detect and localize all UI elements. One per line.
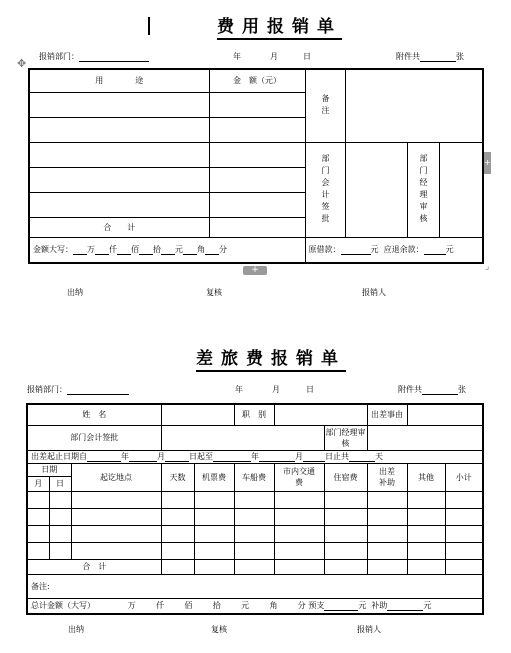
form2-total-label: 合 计 bbox=[27, 559, 161, 574]
form2-month-header: 月 bbox=[27, 476, 49, 491]
table-cell[interactable] bbox=[407, 508, 445, 525]
table-cell[interactable] bbox=[71, 542, 161, 559]
unit-label: 拾 bbox=[212, 601, 221, 611]
form2-route-header: 起讫地点 bbox=[71, 463, 161, 491]
table-cell[interactable] bbox=[407, 559, 445, 574]
form2-cashier: 出纳 bbox=[68, 625, 84, 634]
table-cell[interactable] bbox=[71, 491, 161, 508]
form2-day-header: 日 bbox=[49, 476, 71, 491]
form1-mgr-sign: 部门经理审核 bbox=[419, 153, 428, 226]
blank-field[interactable] bbox=[205, 245, 219, 255]
unit-label: 元 bbox=[445, 245, 454, 255]
form2-title: 差旅费报销单 bbox=[196, 349, 346, 372]
form2-dept-sign-field[interactable] bbox=[161, 425, 324, 450]
table-row bbox=[27, 525, 483, 542]
table-cell[interactable] bbox=[324, 559, 367, 574]
table-cell[interactable] bbox=[367, 491, 407, 508]
form2-claimant: 报销人 bbox=[357, 625, 381, 634]
form2-month: 月 bbox=[272, 385, 280, 394]
form1-attach bbox=[396, 51, 464, 62]
form1-dept-sign: 部门会计签批 bbox=[321, 153, 330, 226]
move-handle-icon[interactable]: ✥ bbox=[17, 57, 27, 70]
blank-field[interactable] bbox=[259, 452, 295, 462]
table-cell[interactable] bbox=[234, 559, 274, 574]
form1-dept-sign-field[interactable] bbox=[345, 142, 407, 237]
form2-mgr-sign: 部门经理审核 bbox=[324, 425, 367, 450]
table-cell[interactable] bbox=[445, 542, 483, 559]
form1-title: 费用报销单 bbox=[217, 17, 342, 40]
table-cell[interactable] bbox=[49, 542, 71, 559]
table-cell[interactable] bbox=[194, 542, 234, 559]
form1-claimant: 报销人 bbox=[362, 288, 386, 297]
table-cell[interactable] bbox=[194, 559, 234, 574]
table-cell[interactable] bbox=[161, 491, 194, 508]
blank-field[interactable] bbox=[87, 452, 121, 462]
table-cell[interactable] bbox=[49, 525, 71, 542]
form2-dept-label: 报销部门： bbox=[27, 385, 67, 394]
unit-label: 年 bbox=[251, 452, 259, 461]
form2-dept-field[interactable] bbox=[67, 385, 129, 395]
unit-label: 月 bbox=[157, 452, 165, 461]
form1-year: 年 bbox=[233, 52, 241, 61]
table-cell[interactable] bbox=[274, 542, 324, 559]
form2-hotel-header: 住宿费 bbox=[324, 463, 367, 491]
form2-to-label: 日起至 bbox=[189, 452, 213, 461]
unit-label: 分 bbox=[297, 601, 306, 611]
form2-subtotal-header: 小计 bbox=[445, 463, 483, 491]
unit-label: 仟 bbox=[156, 601, 165, 611]
table-cell[interactable] bbox=[324, 525, 367, 542]
form1-amount-cn-row bbox=[29, 237, 305, 263]
form2-attach-unit: 张 bbox=[458, 385, 466, 394]
table-cell[interactable] bbox=[274, 559, 324, 574]
form2-day: 日 bbox=[306, 385, 314, 394]
form2-air-header: 机票费 bbox=[194, 463, 234, 491]
table-cell[interactable] bbox=[407, 542, 445, 559]
blank-field[interactable] bbox=[161, 245, 175, 255]
table-cell[interactable] bbox=[234, 491, 274, 508]
form2-days-header: 天数 bbox=[161, 463, 194, 491]
table-cell[interactable] bbox=[407, 525, 445, 542]
form2-ship-header: 车船费 bbox=[234, 463, 274, 491]
form2-dept-sign: 部门会计签批 bbox=[27, 425, 161, 450]
blank-field[interactable] bbox=[213, 452, 251, 462]
unit-label: 元 bbox=[175, 245, 183, 255]
unit-label: 月 bbox=[295, 452, 303, 461]
form1-cashier: 出纳 bbox=[67, 288, 83, 297]
form1-col-amount: 金 额（元） bbox=[209, 69, 305, 92]
form1-remark: 备注 bbox=[321, 93, 330, 118]
unit-label: 角 bbox=[269, 601, 278, 611]
form1-mgr-sign-field[interactable] bbox=[439, 142, 483, 237]
table-cell[interactable] bbox=[71, 525, 161, 542]
form1-amount-cell[interactable] bbox=[209, 142, 305, 167]
form1-remark-field[interactable] bbox=[345, 69, 483, 142]
table-cell[interactable] bbox=[445, 525, 483, 542]
form1-purpose-cell[interactable] bbox=[29, 142, 209, 167]
table-cell[interactable] bbox=[324, 491, 367, 508]
form2-allowance-header: 出差补助 bbox=[367, 463, 407, 491]
form1-attach-label: 附件共 bbox=[396, 52, 420, 61]
form1-dept-row bbox=[39, 51, 149, 62]
form1-dept-label: 报销部门： bbox=[39, 52, 79, 61]
table-cell[interactable] bbox=[324, 508, 367, 525]
table-cell[interactable] bbox=[194, 491, 234, 508]
form1-attach-field[interactable] bbox=[420, 52, 456, 62]
form1-total-label: 合 计 bbox=[29, 217, 209, 237]
form2-attach-label: 附件共 bbox=[398, 385, 422, 394]
table-cell[interactable] bbox=[407, 491, 445, 508]
table-cell[interactable] bbox=[27, 525, 49, 542]
blank-field[interactable] bbox=[165, 452, 189, 462]
form1-dept-field[interactable] bbox=[79, 52, 149, 62]
form1-purpose-cell[interactable] bbox=[29, 117, 209, 142]
form2-attach bbox=[398, 384, 466, 395]
table-row bbox=[27, 542, 483, 559]
blank-field[interactable] bbox=[349, 452, 375, 462]
table-cell[interactable] bbox=[194, 525, 234, 542]
form1-loan-row bbox=[305, 237, 483, 263]
form2-reason-label: 出差事由 bbox=[367, 404, 407, 425]
table-cell[interactable] bbox=[324, 542, 367, 559]
form2-subsidy-label: 补助 bbox=[371, 601, 388, 611]
unit-label: 万 bbox=[127, 601, 136, 611]
text-cursor bbox=[148, 17, 150, 35]
form1-month: 月 bbox=[270, 52, 278, 61]
form1-amount-cell[interactable] bbox=[209, 92, 305, 117]
form1-total-cn-label: 金额大写： bbox=[33, 245, 73, 255]
table-cell[interactable] bbox=[161, 525, 194, 542]
form2-advance-label: 预支 bbox=[308, 601, 325, 611]
unit-label: 元 bbox=[370, 245, 379, 255]
unit-label: 元 bbox=[241, 601, 250, 611]
form2-attach-field[interactable] bbox=[422, 385, 458, 395]
form1-table bbox=[28, 68, 484, 264]
form1-remark-cell bbox=[305, 69, 345, 142]
table-cell[interactable] bbox=[367, 508, 407, 525]
table-cell[interactable] bbox=[161, 542, 194, 559]
form1-total-field[interactable] bbox=[209, 217, 305, 237]
form1-refund-label: 应退余款： bbox=[383, 245, 424, 255]
unit-label: 元 bbox=[358, 601, 367, 611]
table-cell[interactable] bbox=[274, 491, 324, 508]
table-cell[interactable] bbox=[49, 491, 71, 508]
unit-label: 元 bbox=[423, 601, 432, 611]
form2-trip-start-label: 出差起止日期自 bbox=[31, 452, 87, 461]
table-row bbox=[27, 491, 483, 508]
table-cell[interactable] bbox=[445, 491, 483, 508]
form2-name-label: 姓 名 bbox=[27, 404, 161, 425]
form2-other-header: 其他 bbox=[407, 463, 445, 491]
form2-mgr-sign-field[interactable] bbox=[367, 425, 483, 450]
form1-purpose-cell[interactable] bbox=[29, 92, 209, 117]
unit-label: 天 bbox=[375, 452, 383, 461]
table-cell[interactable] bbox=[234, 525, 274, 542]
form2-position-label: 职 别 bbox=[234, 404, 274, 425]
resize-handle-icon[interactable]: ⌟ bbox=[485, 262, 490, 272]
form2-subsidy-field[interactable] bbox=[387, 601, 423, 611]
form2-position-field[interactable] bbox=[274, 404, 367, 425]
add-row-button[interactable]: + bbox=[243, 266, 267, 275]
unit-label: 分 bbox=[219, 245, 227, 255]
form2-name-field[interactable] bbox=[161, 404, 234, 425]
form2-advance-field[interactable] bbox=[324, 601, 358, 611]
form2-note-label: 备注: bbox=[31, 581, 50, 591]
table-cell[interactable] bbox=[445, 508, 483, 525]
form2-date-range-row bbox=[27, 450, 483, 463]
form2-total-cn-label: 总计金额（大写） bbox=[31, 601, 95, 611]
unit-label: 年 bbox=[121, 452, 129, 461]
table-cell[interactable] bbox=[367, 542, 407, 559]
form2-total-days-label: 日止共 bbox=[325, 452, 349, 461]
form1-mgr-sign-cell bbox=[407, 142, 439, 237]
form1-attach-unit: 张 bbox=[456, 52, 464, 61]
table-cell[interactable] bbox=[445, 559, 483, 574]
form1-col-purpose: 用 途 bbox=[29, 69, 209, 92]
form1-orig-loan-label: 原借款： bbox=[308, 245, 341, 255]
table-cell[interactable] bbox=[274, 525, 324, 542]
table-cell[interactable] bbox=[367, 525, 407, 542]
table-cell[interactable] bbox=[49, 508, 71, 525]
form2-date-header: 日期 bbox=[27, 463, 71, 476]
form1-orig-loan-field[interactable] bbox=[341, 245, 371, 255]
blank-field[interactable] bbox=[183, 245, 197, 255]
blank-field[interactable] bbox=[303, 452, 325, 462]
table-cell[interactable] bbox=[161, 508, 194, 525]
form1-purpose-cell[interactable] bbox=[29, 192, 209, 217]
unit-label: 万 bbox=[87, 245, 95, 255]
table-cell[interactable] bbox=[71, 508, 161, 525]
blank-field[interactable] bbox=[95, 245, 109, 255]
form1-purpose-cell[interactable] bbox=[29, 167, 209, 192]
unit-label: 仟 bbox=[109, 245, 117, 255]
blank-field[interactable] bbox=[139, 245, 153, 255]
form1-amount-cell[interactable] bbox=[209, 167, 305, 192]
table-cell[interactable] bbox=[234, 508, 274, 525]
unit-label: 角 bbox=[197, 245, 205, 255]
form1-amount-cell[interactable] bbox=[209, 117, 305, 142]
form2-table bbox=[26, 403, 484, 615]
table-cell[interactable] bbox=[194, 508, 234, 525]
table-cell[interactable] bbox=[274, 508, 324, 525]
table-cell[interactable] bbox=[367, 559, 407, 574]
form1-reviewer: 复核 bbox=[206, 288, 222, 297]
blank-field[interactable] bbox=[117, 245, 131, 255]
table-cell[interactable] bbox=[234, 542, 274, 559]
form2-reviewer: 复核 bbox=[211, 625, 227, 634]
table-cell[interactable] bbox=[27, 491, 49, 508]
unit-label: 佰 bbox=[131, 245, 139, 255]
blank-field[interactable] bbox=[73, 245, 87, 255]
form2-local-header: 市内交通费 bbox=[274, 463, 324, 491]
form2-total-cn-row bbox=[27, 598, 483, 614]
table-cell[interactable] bbox=[27, 508, 49, 525]
form2-reason-field[interactable] bbox=[407, 404, 483, 425]
table-cell[interactable] bbox=[161, 559, 194, 574]
table-row bbox=[27, 508, 483, 525]
form1-dept-sign-cell bbox=[305, 142, 345, 237]
form1-refund-field[interactable] bbox=[424, 245, 446, 255]
form1-day: 日 bbox=[303, 52, 311, 61]
form2-dept-row bbox=[27, 384, 129, 395]
table-cell[interactable] bbox=[27, 542, 49, 559]
blank-field[interactable] bbox=[129, 452, 157, 462]
form2-year: 年 bbox=[235, 385, 243, 394]
form2-note-row[interactable] bbox=[27, 574, 483, 598]
add-column-button[interactable]: + bbox=[484, 152, 491, 174]
form1-amount-cell[interactable] bbox=[209, 192, 305, 217]
unit-label: 拾 bbox=[153, 245, 161, 255]
unit-label: 佰 bbox=[184, 601, 193, 611]
